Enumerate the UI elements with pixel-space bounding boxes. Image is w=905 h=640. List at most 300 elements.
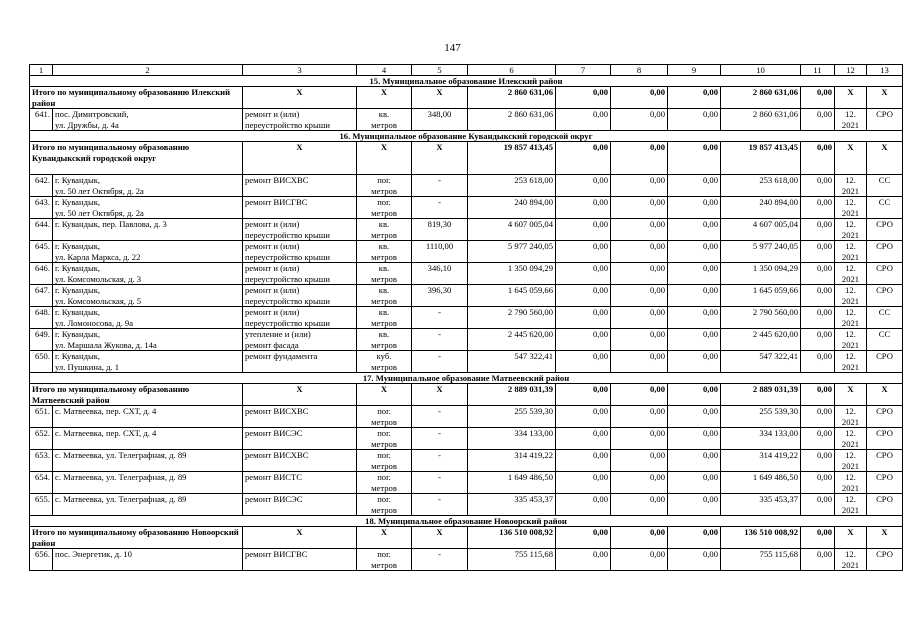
col11-value: 0,00: [801, 351, 835, 373]
work-type-line1: ремонт фундамента: [245, 351, 318, 361]
unit-line1: кв.: [378, 263, 390, 273]
deadline-cell: [835, 428, 867, 450]
col7-value: 0,00: [556, 428, 611, 450]
funding-method: СРО: [867, 472, 903, 494]
row-number: 647.: [30, 285, 53, 307]
table-row: [30, 450, 903, 472]
column-number: 9: [668, 65, 721, 76]
total-quantity: X: [412, 384, 468, 406]
total-col10: 2 860 631,06: [721, 87, 801, 109]
work-type-cell: [243, 406, 357, 428]
work-type-line2: переустройство крыши: [245, 295, 330, 306]
col10-value: 4 607 005,04: [721, 219, 801, 241]
column-number: 12: [835, 65, 867, 76]
col10-value: 547 322,41: [721, 351, 801, 373]
row-number: 655.: [30, 494, 53, 516]
row-number: 654.: [30, 472, 53, 494]
funding-method: СРО: [867, 109, 903, 131]
address-line1: пос. Димитровский,: [55, 109, 129, 119]
cost: 4 607 005,04: [468, 219, 556, 241]
quantity: -: [412, 428, 468, 450]
deadline-cell: [835, 219, 867, 241]
col11-value: 0,00: [801, 197, 835, 219]
total-col11: 0,00: [801, 527, 835, 549]
deadline-line2: 2021: [841, 504, 860, 515]
address-cell: [53, 406, 243, 428]
deadline-line2: 2021: [841, 251, 860, 262]
funding-method: СС: [867, 329, 903, 351]
address-line1: с. Матвеевка, пер. СХТ, д. 4: [55, 406, 157, 416]
quantity: -: [412, 494, 468, 516]
deadline-line2: 2021: [841, 559, 860, 570]
address-line1: г. Кувандык,: [55, 175, 101, 185]
address-cell: [53, 109, 243, 131]
col8-value: 0,00: [611, 241, 668, 263]
cost: 253 618,00: [468, 175, 556, 197]
col8-value: 0,00: [611, 494, 668, 516]
deadline-line2: 2021: [841, 460, 860, 471]
section-total-row: [30, 527, 903, 549]
address-line2: ул. 50 лет Октября, д. 2а: [55, 207, 144, 218]
col9-value: 0,00: [668, 428, 721, 450]
cost: 2 790 560,00: [468, 307, 556, 329]
col7-value: 0,00: [556, 241, 611, 263]
address-cell: [53, 549, 243, 571]
total-deadline: X: [835, 384, 867, 406]
row-number: 645.: [30, 241, 53, 263]
unit-cell: [357, 109, 412, 131]
total-col7: 0,00: [556, 87, 611, 109]
funding-method: СРО: [867, 428, 903, 450]
work-type-line1: ремонт ВИСХВС: [245, 406, 309, 416]
deadline-line1: 12.: [845, 109, 856, 119]
col8-value: 0,00: [611, 406, 668, 428]
unit-line2: метров: [371, 317, 397, 328]
total-col9: 0,00: [668, 384, 721, 406]
quantity: 1110,00: [412, 241, 468, 263]
unit-line1: пог.: [377, 197, 391, 207]
deadline-line2: 2021: [841, 185, 860, 196]
unit-line2: метров: [371, 361, 397, 372]
col11-value: 0,00: [801, 329, 835, 351]
deadline-line1: 12.: [845, 351, 856, 361]
quantity: -: [412, 472, 468, 494]
total-cost: 2 860 631,06: [468, 87, 556, 109]
total-cost: 19 857 413,45: [468, 142, 556, 175]
unit-line1: кв.: [378, 109, 390, 119]
row-number: 646.: [30, 263, 53, 285]
col7-value: 0,00: [556, 175, 611, 197]
unit-line1: кв.: [378, 241, 390, 251]
col9-value: 0,00: [668, 241, 721, 263]
col10-value: 334 133,00: [721, 428, 801, 450]
unit-cell: [357, 263, 412, 285]
col10-value: 1 350 094,29: [721, 263, 801, 285]
deadline-cell: [835, 329, 867, 351]
total-method: X: [867, 527, 903, 549]
row-number: 649.: [30, 329, 53, 351]
section-title-row: [30, 373, 903, 384]
row-number: 650.: [30, 351, 53, 373]
col11-value: 0,00: [801, 494, 835, 516]
deadline-line1: 12.: [845, 241, 856, 251]
deadline-line1: 12.: [845, 263, 856, 273]
col10-value: 2 445 620,00: [721, 329, 801, 351]
work-type-line1: ремонт и (или): [245, 307, 300, 317]
total-unit: X: [357, 384, 412, 406]
col9-value: 0,00: [668, 329, 721, 351]
total-col10: 2 889 031,39: [721, 384, 801, 406]
col8-value: 0,00: [611, 219, 668, 241]
column-number: 6: [468, 65, 556, 76]
total-col10: 136 510 008,92: [721, 527, 801, 549]
col7-value: 0,00: [556, 549, 611, 571]
quantity: 346,10: [412, 263, 468, 285]
col7-value: 0,00: [556, 472, 611, 494]
section-total-row: [30, 142, 903, 175]
table-row: [30, 197, 903, 219]
quantity: 396,30: [412, 285, 468, 307]
address-line1: г. Кувандык,: [55, 307, 101, 317]
deadline-line1: 12.: [845, 307, 856, 317]
address-line2: ул. 50 лет Октября, д. 2а: [55, 185, 144, 196]
address-cell: [53, 428, 243, 450]
repair-program-table: [29, 64, 903, 571]
table-row: [30, 472, 903, 494]
deadline-line1: 12.: [845, 428, 856, 438]
unit-cell: [357, 351, 412, 373]
deadline-cell: [835, 472, 867, 494]
unit-line1: кв.: [378, 219, 390, 229]
deadline-line1: 12.: [845, 406, 856, 416]
work-type-line2: переустройство крыши: [245, 273, 330, 284]
deadline-line2: 2021: [841, 361, 860, 372]
col9-value: 0,00: [668, 263, 721, 285]
total-deadline: X: [835, 527, 867, 549]
funding-method: СРО: [867, 494, 903, 516]
col9-value: 0,00: [668, 219, 721, 241]
section-title-row: [30, 76, 903, 87]
row-number: 648.: [30, 307, 53, 329]
address-line1: г. Кувандык,: [55, 351, 101, 361]
unit-line2: метров: [371, 229, 397, 240]
work-type-cell: [243, 494, 357, 516]
cost: 1 645 059,66: [468, 285, 556, 307]
col7-value: 0,00: [556, 219, 611, 241]
work-type-line1: ремонт ВИСЭС: [245, 494, 303, 504]
col7-value: 0,00: [556, 263, 611, 285]
address-cell: [53, 175, 243, 197]
quantity: -: [412, 406, 468, 428]
unit-line1: кв.: [378, 307, 390, 317]
table-body: [30, 65, 903, 571]
quantity: -: [412, 549, 468, 571]
unit-cell: [357, 285, 412, 307]
table-row: [30, 241, 903, 263]
total-col7: 0,00: [556, 527, 611, 549]
unit-line2: метров: [371, 295, 397, 306]
unit-cell: [357, 406, 412, 428]
col10-value: 253 618,00: [721, 175, 801, 197]
quantity: -: [412, 307, 468, 329]
deadline-cell: [835, 175, 867, 197]
address-cell: [53, 241, 243, 263]
work-type-cell: [243, 472, 357, 494]
total-col7: 0,00: [556, 142, 611, 175]
cost: 5 977 240,05: [468, 241, 556, 263]
col9-value: 0,00: [668, 351, 721, 373]
section-title: 18. Муниципальное образование Новоорский район: [30, 516, 903, 527]
work-type-line1: ремонт и (или): [245, 241, 300, 251]
table-row: [30, 351, 903, 373]
quantity: -: [412, 329, 468, 351]
deadline-line2: 2021: [841, 229, 860, 240]
total-label: Итого по муниципальному образованию Кувандыкский городской округ: [30, 142, 243, 175]
address-cell: [53, 494, 243, 516]
address-cell: [53, 197, 243, 219]
table-row: [30, 175, 903, 197]
unit-line2: метров: [371, 416, 397, 427]
total-work-type: X: [243, 527, 357, 549]
col9-value: 0,00: [668, 285, 721, 307]
col7-value: 0,00: [556, 109, 611, 131]
table-row: [30, 109, 903, 131]
total-col11: 0,00: [801, 87, 835, 109]
row-number: 653.: [30, 450, 53, 472]
address-line1: с. Матвеевка, ул. Телеграфная, д. 89: [55, 494, 187, 504]
work-type-cell: [243, 197, 357, 219]
unit-line2: метров: [371, 504, 397, 515]
work-type-line1: ремонт ВИСГВС: [245, 197, 308, 207]
address-line1: с. Матвеевка, пер. СХТ, д. 4: [55, 428, 157, 438]
unit-line2: метров: [371, 482, 397, 493]
deadline-line2: 2021: [841, 482, 860, 493]
address-line1: с. Матвеевка, ул. Телеграфная, д. 89: [55, 450, 187, 460]
quantity: -: [412, 450, 468, 472]
unit-line2: метров: [371, 460, 397, 471]
total-col9: 0,00: [668, 87, 721, 109]
column-number: 11: [801, 65, 835, 76]
unit-line1: пог.: [377, 549, 391, 559]
funding-method: СРО: [867, 351, 903, 373]
col11-value: 0,00: [801, 406, 835, 428]
work-type-cell: [243, 329, 357, 351]
total-work-type: X: [243, 142, 357, 175]
col11-value: 0,00: [801, 549, 835, 571]
deadline-line2: 2021: [841, 295, 860, 306]
work-type-cell: [243, 450, 357, 472]
cost: 2 860 631,06: [468, 109, 556, 131]
quantity: -: [412, 351, 468, 373]
cost: 240 894,00: [468, 197, 556, 219]
section-title: 15. Муниципальное образование Илекский район: [30, 76, 903, 87]
column-number: 7: [556, 65, 611, 76]
col8-value: 0,00: [611, 175, 668, 197]
col11-value: 0,00: [801, 219, 835, 241]
work-type-cell: [243, 263, 357, 285]
work-type-cell: [243, 428, 357, 450]
table-row: [30, 406, 903, 428]
funding-method: СРО: [867, 549, 903, 571]
work-type-line2: переустройство крыши: [245, 229, 330, 240]
deadline-cell: [835, 450, 867, 472]
table-row: [30, 494, 903, 516]
col10-value: 240 894,00: [721, 197, 801, 219]
unit-line1: куб.: [376, 351, 392, 361]
total-work-type: X: [243, 384, 357, 406]
table-row: [30, 219, 903, 241]
row-number: 644.: [30, 219, 53, 241]
col11-value: 0,00: [801, 307, 835, 329]
col7-value: 0,00: [556, 494, 611, 516]
col7-value: 0,00: [556, 307, 611, 329]
col8-value: 0,00: [611, 549, 668, 571]
section-title: 17. Муниципальное образование Матвеевский район: [30, 373, 903, 384]
column-number: 3: [243, 65, 357, 76]
deadline-line1: 12.: [845, 175, 856, 185]
deadline-cell: [835, 109, 867, 131]
funding-method: СРО: [867, 219, 903, 241]
total-col11: 0,00: [801, 142, 835, 175]
address-line1: г. Кувандык,: [55, 241, 101, 251]
section-total-row: [30, 384, 903, 406]
col8-value: 0,00: [611, 450, 668, 472]
unit-cell: [357, 329, 412, 351]
column-number: 1: [30, 65, 53, 76]
table-row: [30, 549, 903, 571]
section-total-row: [30, 87, 903, 109]
total-col9: 0,00: [668, 527, 721, 549]
deadline-cell: [835, 307, 867, 329]
col8-value: 0,00: [611, 428, 668, 450]
work-type-line1: ремонт и (или): [245, 109, 300, 119]
deadline-cell: [835, 197, 867, 219]
unit-line2: метров: [371, 251, 397, 262]
total-quantity: X: [412, 142, 468, 175]
deadline-line2: 2021: [841, 207, 860, 218]
address-line2: ул. Дружбы, д. 4а: [55, 119, 119, 130]
col8-value: 0,00: [611, 109, 668, 131]
total-work-type: X: [243, 87, 357, 109]
unit-cell: [357, 549, 412, 571]
address-line1: г. Кувандык,: [55, 197, 101, 207]
col8-value: 0,00: [611, 307, 668, 329]
unit-line2: метров: [371, 339, 397, 350]
total-col10: 19 857 413,45: [721, 142, 801, 175]
work-type-cell: [243, 549, 357, 571]
col9-value: 0,00: [668, 307, 721, 329]
row-number: 656.: [30, 549, 53, 571]
address-line2: ул. Комсомольская, д. 5: [55, 295, 142, 306]
deadline-line1: 12.: [845, 472, 856, 482]
deadline-line2: 2021: [841, 339, 860, 350]
col10-value: 335 453,37: [721, 494, 801, 516]
total-unit: X: [357, 87, 412, 109]
work-type-cell: [243, 285, 357, 307]
unit-line1: кв.: [378, 285, 390, 295]
deadline-line2: 2021: [841, 119, 860, 130]
col11-value: 0,00: [801, 175, 835, 197]
work-type-line2: переустройство крыши: [245, 119, 330, 130]
address-cell: [53, 219, 243, 241]
row-number: 643.: [30, 197, 53, 219]
total-unit: X: [357, 142, 412, 175]
column-number: 2: [53, 65, 243, 76]
unit-cell: [357, 450, 412, 472]
unit-line1: пог.: [377, 450, 391, 460]
deadline-line2: 2021: [841, 317, 860, 328]
work-type-line1: ремонт ВИСГВС: [245, 549, 308, 559]
col11-value: 0,00: [801, 109, 835, 131]
work-type-cell: [243, 175, 357, 197]
cost: 255 539,30: [468, 406, 556, 428]
quantity: 348,00: [412, 109, 468, 131]
unit-line1: пог.: [377, 428, 391, 438]
col7-value: 0,00: [556, 329, 611, 351]
section-title: 16. Муниципальное образование Кувандыкский городской округ: [30, 131, 903, 142]
unit-cell: [357, 307, 412, 329]
funding-method: СРО: [867, 450, 903, 472]
table-row: [30, 428, 903, 450]
col10-value: 755 115,68: [721, 549, 801, 571]
col10-value: 314 419,22: [721, 450, 801, 472]
deadline-line1: 12.: [845, 285, 856, 295]
address-line2: ул. Ломоносова, д. 9а: [55, 317, 134, 328]
address-cell: [53, 263, 243, 285]
unit-line2: метров: [371, 119, 397, 130]
unit-cell: [357, 472, 412, 494]
total-col8: 0,00: [611, 527, 668, 549]
unit-cell: [357, 219, 412, 241]
unit-cell: [357, 175, 412, 197]
col8-value: 0,00: [611, 285, 668, 307]
col11-value: 0,00: [801, 450, 835, 472]
quantity: 819,30: [412, 219, 468, 241]
deadline-line1: 12.: [845, 494, 856, 504]
table-row: [30, 329, 903, 351]
col8-value: 0,00: [611, 351, 668, 373]
column-number: 4: [357, 65, 412, 76]
address-line1: с. Матвеевка, ул. Телеграфная, д. 89: [55, 472, 187, 482]
deadline-cell: [835, 285, 867, 307]
address-cell: [53, 450, 243, 472]
deadline-line1: 12.: [845, 549, 856, 559]
deadline-line1: 12.: [845, 450, 856, 460]
col7-value: 0,00: [556, 285, 611, 307]
col11-value: 0,00: [801, 263, 835, 285]
funding-method: СРО: [867, 241, 903, 263]
col9-value: 0,00: [668, 472, 721, 494]
address-line2: ул. Пушкина, д. 1: [55, 361, 120, 372]
total-unit: X: [357, 527, 412, 549]
unit-line1: пог.: [377, 406, 391, 416]
col11-value: 0,00: [801, 241, 835, 263]
address-cell: [53, 285, 243, 307]
quantity: -: [412, 197, 468, 219]
work-type-cell: [243, 241, 357, 263]
total-col8: 0,00: [611, 142, 668, 175]
work-type-line1: ремонт ВИСТС: [245, 472, 303, 482]
col9-value: 0,00: [668, 450, 721, 472]
total-method: X: [867, 142, 903, 175]
total-col9: 0,00: [668, 142, 721, 175]
unit-line1: пог.: [377, 175, 391, 185]
quantity: -: [412, 175, 468, 197]
col9-value: 0,00: [668, 109, 721, 131]
work-type-line1: утепление и (или): [245, 329, 311, 339]
column-number-row: [30, 65, 903, 76]
address-line1: г. Кувандык,: [55, 329, 101, 339]
